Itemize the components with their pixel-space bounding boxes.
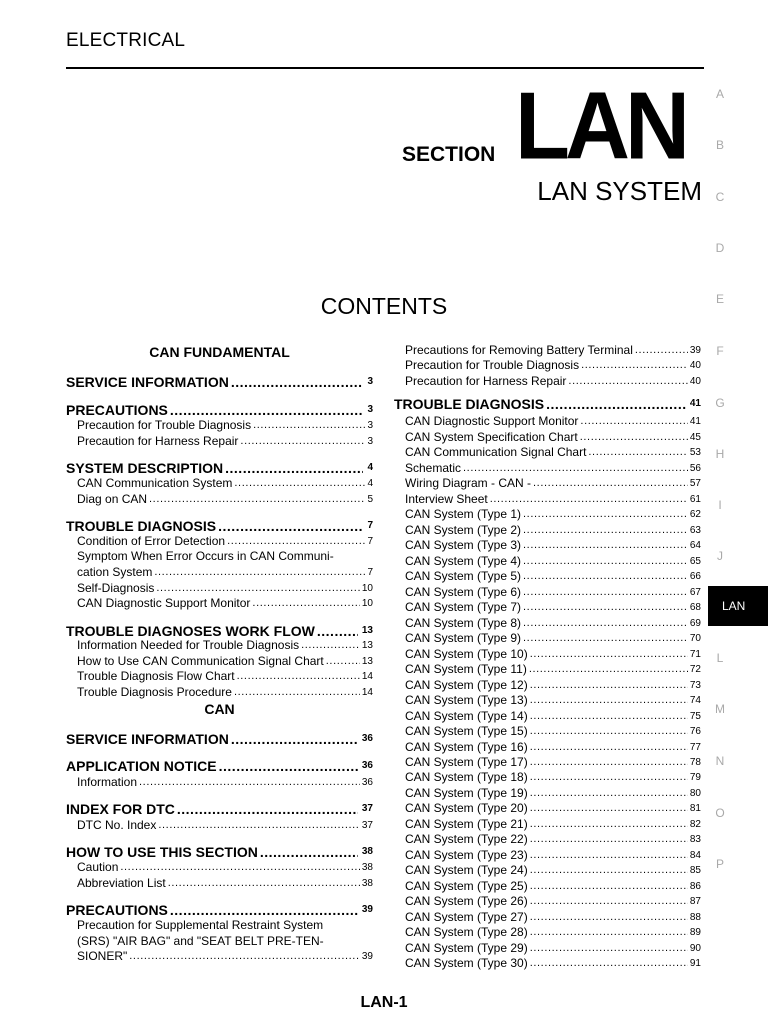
toc-heading[interactable]: [394, 395, 701, 413]
toc-entry-title: SERVICE INFORMATION: [66, 731, 229, 747]
section-title: LAN SYSTEM: [537, 176, 702, 206]
toc-group-title: CAN: [204, 701, 235, 717]
toc-entry-title: CAN Communication System: [77, 476, 233, 490]
toc-page-number: 39: [361, 951, 373, 962]
toc-page-number: 4: [367, 462, 373, 473]
dot-leader: [253, 418, 365, 434]
dot-leader: [139, 775, 360, 791]
dot-leader: [227, 534, 365, 550]
toc-entry-title: SYSTEM DESCRIPTION: [66, 460, 224, 476]
toc-page-number: 68: [689, 602, 701, 614]
toc-page-number: 4: [367, 478, 373, 489]
toc-page-number: 81: [689, 803, 701, 815]
toc-entry-title: CAN System (Type 1): [405, 507, 522, 522]
dot-leader: [154, 565, 365, 581]
side-index-active-label: LAN: [722, 599, 746, 613]
side-index-letter[interactable]: H: [715, 447, 725, 461]
toc-entry[interactable]: [405, 863, 701, 879]
toc-page-number: 13: [361, 625, 373, 636]
toc-group-title: CAN FUNDAMENTAL: [149, 344, 290, 360]
toc-entry[interactable]: [77, 818, 373, 834]
side-index-letter[interactable]: D: [715, 241, 725, 255]
toc-page-number: 3: [367, 376, 373, 387]
dot-leader: [581, 358, 688, 374]
side-index-letter[interactable]: J: [717, 549, 723, 563]
dot-leader: [530, 848, 688, 864]
toc-entry[interactable]: [405, 894, 701, 910]
toc-entry-title: CAN System (Type 29): [405, 940, 528, 955]
toc-page-number: 40: [689, 360, 701, 372]
dot-leader: [301, 638, 360, 654]
toc-entry[interactable]: [405, 476, 701, 492]
toc-page-number: 40: [689, 375, 701, 387]
toc-entry[interactable]: [405, 461, 701, 477]
toc-entry-title: CAN System (Type 26): [405, 894, 528, 909]
toc-entry[interactable]: [405, 678, 701, 694]
toc-entry-continuation: Precaution for Supplemental Restraint System: [77, 918, 324, 932]
toc-entry-title: DTC No. Index: [77, 818, 157, 832]
dot-leader: [530, 786, 688, 802]
side-index-letter[interactable]: E: [715, 292, 724, 306]
toc-entry[interactable]: [405, 430, 701, 446]
toc-heading[interactable]: [66, 757, 373, 775]
dot-leader: [530, 724, 688, 740]
toc-entry-title: Precaution for Trouble Diagnosis: [405, 358, 580, 373]
toc-entry-title: SERVICE INFORMATION: [66, 374, 229, 390]
dot-leader: [530, 770, 688, 786]
toc-entry-title: CAN System (Type 28): [405, 925, 528, 940]
toc-page-number: 74: [689, 695, 701, 707]
toc-entry[interactable]: [77, 949, 373, 965]
toc-entry-title: How to Use CAN Communication Signal Chart: [77, 654, 324, 668]
toc-entry-title: CAN System (Type 3): [405, 538, 522, 553]
toc-page-number: 78: [689, 757, 701, 768]
toc-entry[interactable]: [405, 374, 701, 390]
toc-entry-title: cation System: [77, 565, 153, 579]
toc-entry[interactable]: [77, 638, 373, 654]
dot-leader: [170, 901, 358, 919]
dot-leader: [530, 863, 688, 879]
dot-leader: [530, 832, 688, 848]
toc-entry[interactable]: [405, 740, 701, 756]
dot-leader: [260, 843, 358, 861]
dot-leader: [530, 709, 688, 725]
toc-entry-title: TROUBLE DIAGNOSIS: [394, 396, 545, 413]
toc-entry-title: CAN System (Type 13): [405, 693, 528, 708]
toc-entry[interactable]: [77, 775, 373, 791]
toc-page-number: 79: [689, 772, 701, 784]
toc-page-number: 39: [361, 904, 373, 915]
dot-leader: [120, 860, 360, 876]
toc-entry-title: Information Needed for Trouble Diagnosis: [77, 638, 300, 652]
side-index-letter[interactable]: A: [715, 87, 724, 101]
toc-entry-title: Self-Diagnosis: [77, 581, 155, 595]
dot-leader: [523, 616, 688, 632]
dot-leader: [234, 476, 365, 492]
toc-entry-title: CAN System (Type 17): [405, 755, 528, 769]
toc-entry[interactable]: [77, 434, 373, 450]
toc-entry[interactable]: [77, 476, 373, 492]
dot-leader: [225, 459, 363, 477]
dot-leader: [588, 445, 687, 461]
toc-entry-title: CAN System (Type 5): [405, 569, 522, 584]
toc-entry-title: Caution: [77, 860, 119, 874]
section-code: LAN: [515, 73, 685, 180]
toc-entry[interactable]: [405, 832, 701, 848]
toc-page-number: 38: [361, 862, 373, 873]
dot-leader: [530, 956, 688, 972]
toc-entry-title: APPLICATION NOTICE: [66, 758, 217, 774]
dot-leader: [530, 941, 688, 957]
toc-entry[interactable]: [405, 925, 701, 941]
toc-entry[interactable]: [77, 565, 373, 581]
dot-leader: [240, 434, 365, 450]
toc-page-number: 84: [689, 849, 701, 861]
toc-entry[interactable]: [405, 724, 701, 740]
toc-page-number: 53: [689, 447, 701, 459]
toc-entry-title: CAN System (Type 19): [405, 785, 528, 800]
toc-page-number: 38: [361, 846, 373, 857]
toc-entry-continuation: (SRS) "AIR BAG" and "SEAT BELT PRE-TEN-: [77, 934, 324, 948]
toc-entry-title: Trouble Diagnosis Flow Chart: [77, 669, 235, 683]
toc-page-number: 56: [689, 462, 701, 474]
toc-entry-title: CAN System (Type 4): [405, 553, 522, 568]
toc-entry[interactable]: [405, 693, 701, 709]
toc-page-number: 83: [689, 834, 701, 846]
dot-leader: [523, 538, 688, 554]
toc-page-number: 86: [689, 880, 701, 892]
section-word: SECTION: [402, 143, 496, 166]
toc-page-number: 57: [689, 478, 701, 490]
dot-leader: [580, 414, 687, 430]
toc-entry-title: CAN System (Type 23): [405, 847, 528, 862]
toc-entry-title: CAN Communication Signal Chart: [405, 445, 587, 460]
toc-page-number: 36: [361, 760, 373, 771]
toc-entry-title: CAN System (Type 30): [405, 956, 528, 971]
dot-leader: [231, 730, 358, 748]
toc-page-number: 66: [689, 571, 701, 583]
dot-leader: [546, 395, 686, 413]
page-number: LAN-1: [360, 994, 408, 1011]
toc-heading[interactable]: [66, 730, 373, 748]
toc-entry[interactable]: [405, 445, 701, 461]
dot-leader: [168, 876, 360, 892]
toc-page-number: 10: [361, 583, 373, 594]
toc-entry[interactable]: [77, 654, 373, 670]
toc-entry-title: CAN System (Type 21): [405, 816, 528, 831]
toc-page-number: 36: [361, 733, 373, 744]
toc-page-number: 72: [689, 664, 701, 676]
toc-entry-title: Precaution for Harness Repair: [405, 373, 567, 388]
dot-leader: [234, 685, 360, 701]
toc-page-number: 69: [689, 617, 701, 629]
toc-entry[interactable]: [405, 631, 701, 647]
side-index-letter[interactable]: F: [716, 344, 724, 358]
dot-leader: [490, 492, 688, 508]
toc-entry[interactable]: [77, 492, 373, 508]
dot-leader: [149, 492, 365, 508]
toc-entry[interactable]: [405, 879, 701, 895]
toc-page-number: 10: [361, 598, 373, 609]
dot-leader: [530, 925, 688, 941]
toc-entry[interactable]: [405, 585, 701, 601]
toc-entry[interactable]: [405, 554, 701, 570]
toc-page-number: 7: [367, 567, 373, 578]
toc-page-number: 71: [689, 648, 701, 660]
toc-entry[interactable]: [77, 596, 373, 612]
side-index-letter[interactable]: C: [715, 190, 725, 204]
header-rule: [66, 67, 704, 69]
dot-leader: [530, 755, 688, 771]
toc-entry[interactable]: [405, 910, 701, 926]
toc-entry[interactable]: [405, 786, 701, 802]
toc-entry[interactable]: [405, 358, 701, 374]
toc-entry[interactable]: [405, 343, 701, 359]
toc-page-number: 73: [689, 679, 701, 691]
toc-entry-title: Schematic: [405, 460, 462, 475]
toc-entry[interactable]: [405, 662, 701, 678]
toc-entry-title: Wiring Diagram - CAN -: [405, 476, 532, 491]
toc-entry-title: SIONER": [77, 949, 128, 963]
toc-entry[interactable]: [405, 414, 701, 430]
toc-page-number: 13: [361, 640, 373, 651]
side-index-letter[interactable]: P: [715, 857, 724, 871]
toc-entry-title: CAN System (Type 11): [405, 662, 527, 677]
dot-leader: [529, 662, 688, 678]
dot-leader: [252, 596, 359, 612]
toc-entry[interactable]: [405, 492, 701, 508]
toc-entry-title: Condition of Error Detection: [77, 534, 226, 548]
dot-leader: [218, 517, 363, 535]
toc-entry[interactable]: [405, 616, 701, 632]
dot-leader: [523, 600, 688, 616]
toc-entry-title: TROUBLE DIAGNOSIS: [66, 518, 217, 534]
side-index-letter[interactable]: N: [715, 754, 725, 768]
toc-entry[interactable]: [405, 941, 701, 957]
toc-page-number: 38: [361, 878, 373, 889]
dot-leader: [523, 523, 688, 539]
toc-entry[interactable]: [405, 956, 701, 972]
toc-page-number: 13: [361, 656, 373, 667]
toc-entry-title: CAN System (Type 27): [405, 909, 528, 924]
toc-page-number: 64: [689, 540, 701, 552]
toc-heading[interactable]: [66, 843, 373, 861]
dot-leader: [530, 817, 688, 833]
side-index-letter[interactable]: G: [715, 396, 725, 410]
toc-page-number: 76: [689, 726, 701, 738]
toc-entry-title: Interview Sheet: [405, 491, 488, 506]
toc-entry[interactable]: [77, 669, 373, 685]
toc-entry-title: CAN System (Type 2): [405, 522, 522, 537]
toc-page-number: 45: [689, 431, 701, 443]
toc-entry-title: PRECAUTIONS: [66, 902, 168, 918]
toc-entry-title: CAN System (Type 18): [405, 770, 528, 785]
toc-page-number: 7: [367, 520, 373, 531]
toc-entry-title: Precautions for Removing Battery Terminal: [405, 343, 633, 357]
toc-entry[interactable]: [405, 770, 701, 786]
toc-page-number: 61: [689, 493, 701, 505]
toc-page-number: 41: [689, 398, 701, 410]
toc-page-number: 87: [689, 896, 701, 908]
dot-leader: [156, 581, 360, 597]
toc-entry[interactable]: [405, 600, 701, 616]
side-index-letter[interactable]: M: [715, 702, 725, 716]
toc-entry-title: CAN System (Type 15): [405, 724, 528, 739]
toc-heading[interactable]: [66, 517, 373, 535]
toc-page-number: 3: [367, 404, 373, 415]
dot-leader: [530, 647, 688, 663]
dot-leader: [530, 910, 688, 926]
toc-entry[interactable]: [405, 523, 701, 539]
dot-leader: [523, 554, 688, 570]
dot-leader: [219, 757, 358, 775]
toc-page-number: 82: [689, 818, 701, 830]
toc-entry[interactable]: [405, 647, 701, 663]
toc-page-number: 88: [689, 911, 701, 923]
toc-entry-title: TROUBLE DIAGNOSES WORK FLOW: [66, 623, 315, 639]
toc-page-number: 14: [361, 687, 373, 698]
toc-entry-title: CAN System (Type 9): [405, 631, 522, 646]
toc-entry[interactable]: [405, 709, 701, 725]
toc-page-number: 70: [689, 633, 701, 645]
toc-entry[interactable]: [405, 755, 701, 771]
toc-entry-title: CAN System (Type 6): [405, 584, 522, 599]
toc-entry-title: CAN System (Type 14): [405, 708, 528, 723]
toc-page-number: 65: [689, 555, 701, 567]
dot-leader: [237, 669, 360, 685]
toc-entry-title: CAN System (Type 24): [405, 863, 528, 878]
toc-page-number: 41: [689, 416, 701, 428]
toc-entry[interactable]: [405, 569, 701, 585]
dot-leader: [170, 401, 364, 419]
toc-page-number: 7: [367, 536, 373, 547]
dot-leader: [530, 740, 688, 756]
toc-page-number: 91: [689, 958, 701, 970]
toc-entry-title: Information: [77, 775, 138, 789]
dot-leader: [523, 585, 688, 601]
toc-entry[interactable]: [77, 685, 373, 701]
dot-leader: [463, 461, 688, 477]
toc-heading[interactable]: [66, 373, 373, 391]
toc-entry-title: Diag on CAN: [77, 492, 148, 506]
toc-page-number: 89: [689, 927, 701, 939]
toc-entry-title: Trouble Diagnosis Procedure: [77, 685, 232, 699]
toc-page-number: 85: [689, 865, 701, 877]
dot-leader: [231, 373, 364, 391]
toc-entry-title: CAN System (Type 7): [405, 600, 522, 615]
dot-leader: [635, 343, 688, 359]
toc-entry-title: CAN System (Type 12): [405, 677, 528, 692]
toc-entry[interactable]: [405, 817, 701, 833]
toc-page-number: 80: [689, 787, 701, 799]
toc-entry-title: CAN System (Type 10): [405, 646, 528, 661]
dot-leader: [326, 654, 360, 670]
toc-page-number: 75: [689, 710, 701, 722]
toc-entry-title: CAN System (Type 16): [405, 739, 528, 754]
toc-heading[interactable]: [66, 800, 373, 818]
toc-entry[interactable]: [77, 876, 373, 892]
toc-page-number: 37: [361, 803, 373, 814]
toc-entry-title: CAN System (Type 8): [405, 615, 522, 630]
toc-entry-title: HOW TO USE THIS SECTION: [66, 844, 258, 860]
toc-entry-title: Precaution for Harness Repair: [77, 434, 239, 448]
toc-entry-title: Precaution for Trouble Diagnosis: [77, 418, 252, 432]
toc-entry-title: CAN System (Type 20): [405, 801, 528, 816]
toc-entry[interactable]: [77, 534, 373, 550]
toc-entry[interactable]: [405, 507, 701, 523]
dot-leader: [530, 678, 688, 694]
dot-leader: [530, 894, 688, 910]
dot-leader: [523, 631, 688, 647]
side-index-letter[interactable]: I: [718, 498, 722, 512]
dot-leader: [580, 430, 688, 446]
dot-leader: [568, 374, 687, 390]
toc-page-number: 39: [689, 345, 701, 356]
toc-entry-title: CAN System (Type 22): [405, 832, 528, 847]
dot-leader: [158, 818, 360, 834]
toc-entry-title: INDEX FOR DTC: [66, 801, 175, 817]
toc-page-number: 37: [361, 820, 373, 831]
side-index-letter[interactable]: L: [716, 651, 724, 665]
toc-page-number: 62: [689, 509, 701, 521]
toc-entry-continuation: Symptom When Error Occurs in CAN Communi-: [77, 549, 334, 563]
contents-title: CONTENTS: [320, 293, 448, 319]
side-index-letter[interactable]: O: [715, 806, 725, 820]
dot-leader: [177, 800, 358, 818]
toc-page-number: 5: [367, 494, 373, 505]
toc-entry-title: CAN Diagnostic Support Monitor: [77, 596, 251, 610]
dot-leader: [530, 801, 688, 817]
toc-page-number: 36: [361, 777, 373, 788]
toc-page-number: 77: [689, 741, 701, 753]
toc-heading[interactable]: [66, 459, 373, 477]
dot-leader: [530, 693, 688, 709]
toc-heading[interactable]: [66, 401, 373, 419]
toc-page-number: 67: [689, 586, 701, 598]
toc-page-number: 63: [689, 524, 701, 536]
toc-entry[interactable]: [405, 801, 701, 817]
toc-entry-title: CAN System (Type 25): [405, 878, 528, 893]
dot-leader: [533, 476, 688, 492]
header-category: ELECTRICAL: [66, 30, 186, 51]
dot-leader: [523, 507, 688, 523]
toc-entry[interactable]: [77, 581, 373, 597]
toc-entry-title: PRECAUTIONS: [66, 402, 168, 418]
toc-entry[interactable]: [77, 418, 373, 434]
toc-page-number: 3: [367, 420, 373, 431]
toc-entry[interactable]: [405, 538, 701, 554]
side-index-active-tab[interactable]: [708, 586, 768, 626]
toc-entry-title: CAN Diagnostic Support Monitor: [405, 414, 579, 429]
side-index-letter[interactable]: B: [715, 138, 724, 152]
toc-page-number: 14: [361, 671, 373, 682]
toc-heading[interactable]: [66, 901, 373, 919]
toc-entry[interactable]: [77, 860, 373, 876]
toc-page-number: 3: [367, 436, 373, 447]
toc-page-number: 90: [689, 942, 701, 954]
dot-leader: [530, 879, 688, 895]
dot-leader: [523, 569, 688, 585]
dot-leader: [129, 949, 360, 965]
toc-entry-title: CAN System Specification Chart: [405, 429, 578, 444]
toc-entry[interactable]: [405, 848, 701, 864]
toc-entry-title: Abbreviation List: [77, 876, 166, 890]
